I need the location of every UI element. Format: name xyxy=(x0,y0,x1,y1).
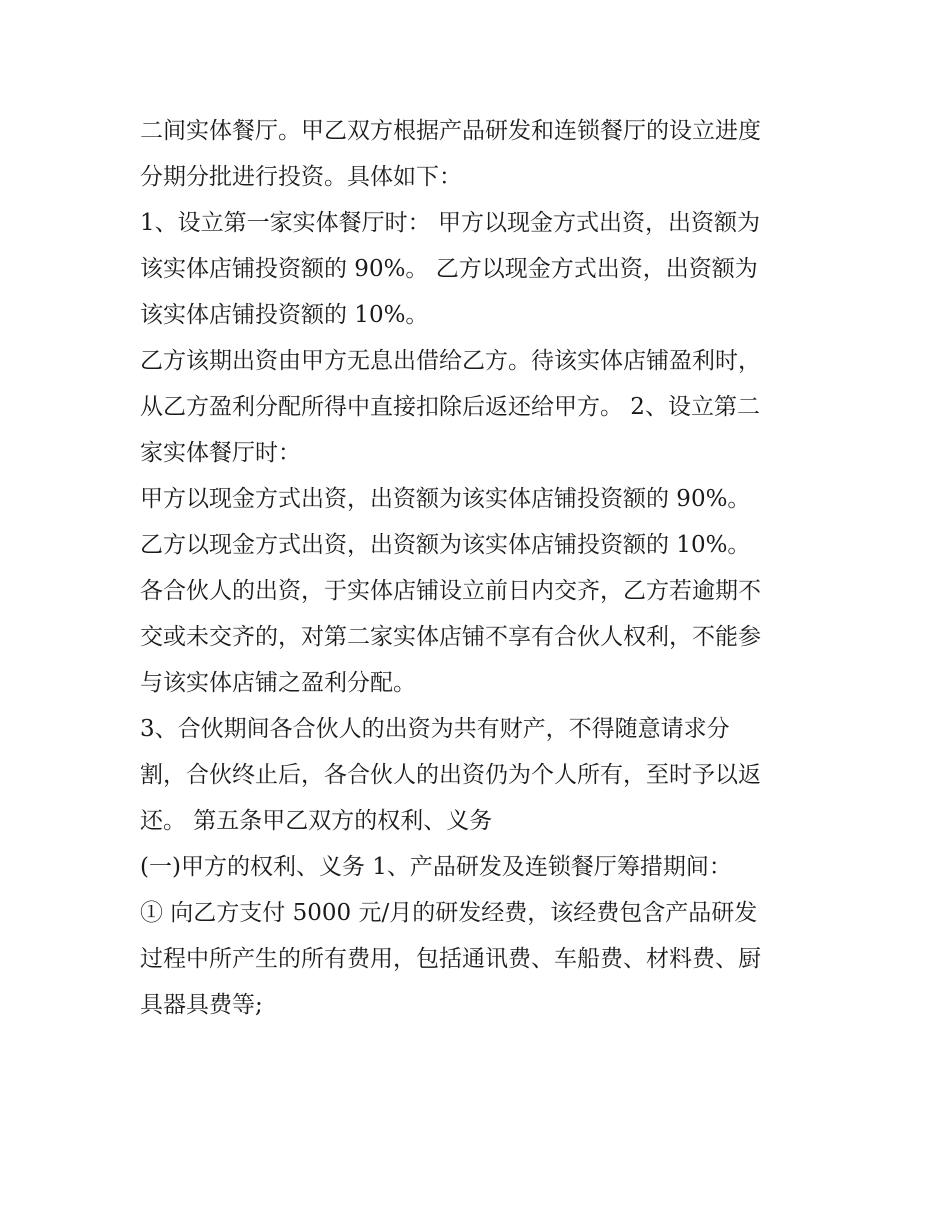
text-line: 家实体餐厅时： xyxy=(140,440,301,466)
text-line: 各合伙人的出资，于实体店铺设立前日内交齐，乙方若逾期不 xyxy=(140,578,761,604)
text-line: 3、合伙期间各合伙人的出资为共有财产，不得随意请求分 xyxy=(140,716,730,742)
text-line: 割，合伙终止后，各合伙人的出资仍为个人所有，至时予以返 xyxy=(140,762,761,788)
text-line: 二间实体餐厅。甲乙双方根据产品研发和连锁餐厅的设立进度 xyxy=(140,118,761,144)
text-line: 具器具费等; xyxy=(140,992,263,1018)
text-line: 乙方以现金方式出资，出资额为该实体店铺投资额的 10%。 xyxy=(140,532,751,558)
text-line: (一)甲方的权利、义务 1、产品研发及连锁餐厅筹措期间： xyxy=(140,854,732,880)
text-line: ① 向乙方支付 5000 元/月的研发经费，该经费包含产品研发 xyxy=(140,900,758,926)
text-line: 乙方该期出资由甲方无息出借给乙方。待该实体店铺盈利时， xyxy=(140,348,761,374)
text-line: 与该实体店铺之盈利分配。 xyxy=(140,670,416,696)
text-line: 分期分批进行投资。具体如下： xyxy=(140,164,462,190)
text-line: 该实体店铺投资额的 90%。 乙方以现金方式出资，出资额为 xyxy=(140,256,758,282)
text-line: 还。 第五条甲乙双方的权利、义务 xyxy=(140,808,493,834)
text-line: 交或未交齐的，对第二家实体店铺不享有合伙人权利，不能参 xyxy=(140,624,761,650)
text-line: 从乙方盈利分配所得中直接扣除后返还给甲方。 2、设立第二 xyxy=(140,394,760,420)
text-line: 甲方以现金方式出资，出资额为该实体店铺投资额的 90%。 xyxy=(140,486,751,512)
text-line: 过程中所产生的所有费用，包括通讯费、车船费、材料费、厨 xyxy=(140,946,761,972)
text-line: 1、设立第一家实体餐厅时： 甲方以现金方式出资，出资额为 xyxy=(140,210,760,236)
text-line: 该实体店铺投资额的 10%。 xyxy=(140,302,429,328)
document-body xyxy=(140,108,830,1028)
